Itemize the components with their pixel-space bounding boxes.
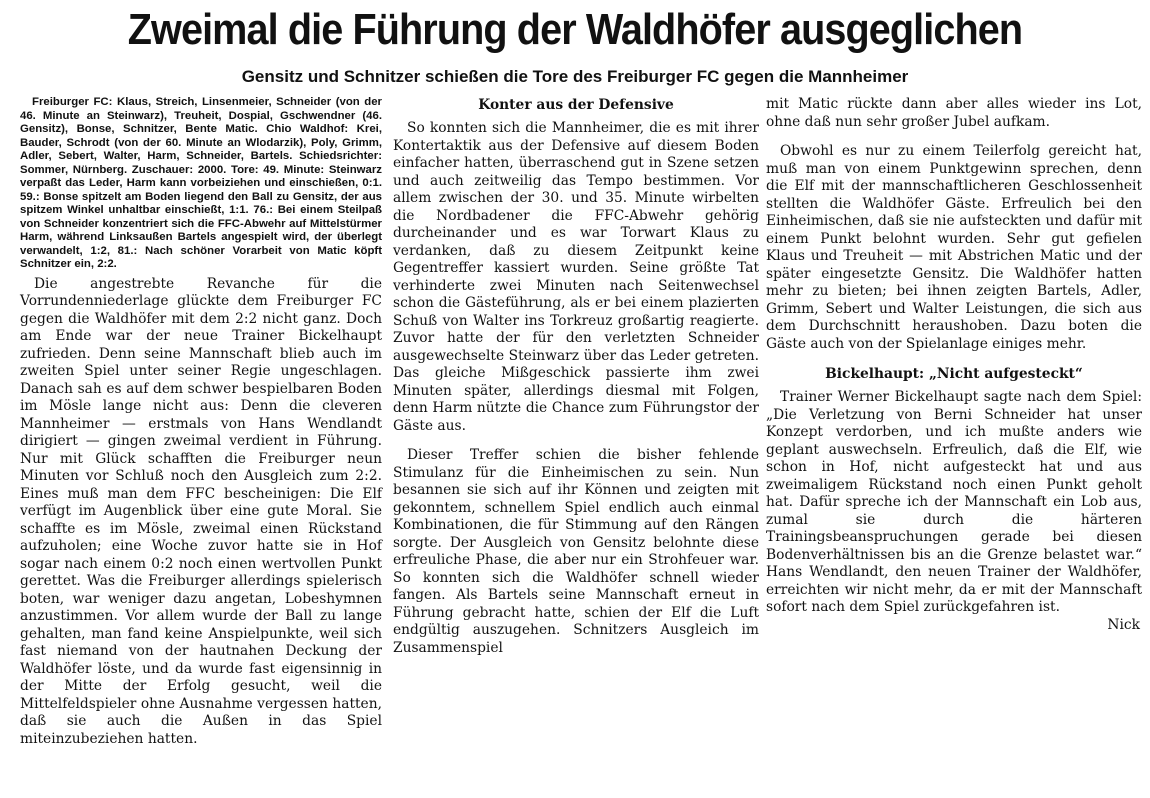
paragraph: So konnten sich die Mannheimer, die es mit ihrer Kontertaktik aus der Defensive auf diesem Boden einfacher hatten, überraschend gut in Szene setzen und auch zeitweilig das Tempo bestimmen. Vor allem zwischen der 30. und 35. Minute wirbelten die Nordbadener die FFC-Abwehr gehörig durcheinander und es war Torwart Klaus zu verdanken, daß zu diesem Zeitpunkt keine Gegentreffer kassiert wurden. Seine größte Tat verhinderte zwei Minuten nach Seitenwechsel schon die Gästeführung, als er bei einem plazierten Schuß von Walter ins Torkreuz großartig reagierte. Zuvor hatte der für den verletzten Schneider ausgewechselte Steinwarz über das Leder getreten. Das gleiche Mißgeschick passierte ihm zwei Minuten später, allerdings diesmal mit Folgen, denn Harm nützte die Chance zum Führungstor der Gäste aus. bbox=[393, 120, 759, 434]
column-2 bbox=[393, 96, 759, 657]
paragraph: Obwohl es nur zu einem Teilerfolg gereicht hat, muß man von einem Punktgewinn sprechen, denn die Elf mit der mannschaftlicheren Geschlossenheit stellten die Waldhöfer Gäste. Erfreulich bei den Einheimischen, daß sie nie aufsteckten und dafür mit einem Punkt belohnt wurden. Sehr gut gefielen Klaus und Treuheit — mit Abstrichen Matic und der später eingesetzte Gensitz. Die Waldhöfer hatten mehr zu bieten; bei ihnen zeigten Bartels, Adler, Grimm, Sebert und Walter Leistungen, die sich aus dem Durchschnitt heraushoben. Dazu boten die Gäste auch von der Spielanlage einiges mehr. bbox=[766, 143, 1142, 352]
headline: Zweimal die Führung der Waldhöfer ausgeglichen bbox=[127, 5, 1023, 54]
column-3 bbox=[766, 96, 1142, 634]
paragraph: Die angestrebte Revanche für die Vorrundenniederlage glückte dem Freiburger FC gegen die Waldhöfer mit dem 2:2 nicht ganz. Doch am Ende war der neue Trainer Bickelhaupt zufrieden. Denn seine Mannschaft blieb auch im zweiten Spiel unter seiner Regie ungeschlagen. Danach sah es auf dem schwer bespielbaren Boden im Mösle lange nicht aus: Denn die cleveren Mannheimer — erstmals von Hans Wendlandt dirigiert — gingen zweimal verdient in Führung. Nur mit Glück schafften die Freiburger neun Minuten vor Schluß noch den Ausgleich zum 2:2. Eines muß man dem FFC bescheinigen: Die Elf verfügt im Augenblick über eine gute Moral. Sie schaffte es im Mösle, zweimal einen Rückstand aufzuholen; eine Woche zuvor hatte sie in Hof sogar nach einem 0:2 noch einen wertvollen Punkt gerettet. Was die Freiburger allerdings spielerisch boten, war weniger dazu angetan, Lobeshymnen anzustimmen. Vor allem wurde der Ball zu lange gehalten, man fand keine Anspielpunkte, weil sich fast niemand von der hautnahen Deckung der Waldhöfer löste, und da wurde fast eigensinnig in der Mitte der Erfolg gesucht, weil die Mittelfeldspieler ohne Ausnahme vergessen hatten, daß sie auch die Außen in das Spiel miteinzubeziehen hatten. bbox=[20, 275, 382, 747]
paragraph: mit Matic rückte dann aber alles wieder ins Lot, ohne daß nun sehr großer Jubel aufkam. bbox=[766, 96, 1142, 130]
column-1 bbox=[20, 96, 382, 748]
section-title: Konter aus der Defensive bbox=[478, 97, 674, 113]
section-title: Bickelhaupt: „Nicht aufgesteckt“ bbox=[825, 366, 1083, 382]
author-signature: Nick bbox=[1107, 616, 1140, 633]
lineup-block: Freiburger FC: Klaus, Streich, Linsenmeier, Schneider (von der 46. Minute an Steinwarz), Treuheit, Dospial, Gschwendner (46. Gensitz), Bonse, Schnitzer, Bente Matic. Chio Waldhof: Krei, Bauder, Schrodt (von der 60. Minute an Wlodarzik), Poly, Grimm, Adler, Sebert, Walter, Harm, Schneider, Bartels. Schiedsrichter: Sommer, Nürnberg. Zuschauer: 2000. Tore: 49. Minute: Steinwarz verpaßt das Leder, Harm kann vorbeiziehen und einschießen, 0:1. 59.: Bonse spitzelt am Boden liegend den Ball zu Gensitz, der aus spitzem Winkel unhaltbar einschießt, 1:1. 76.: Bei einem Steilpaß von Schneider konzentriert sich die FFC-Abwehr auf Mittelstürmer Harm, während Linksaußen Bartels angespielt wird, der überlegt verwandelt, 1:2, 81.: Nach schöner Vorarbeit von Matic köpft Schnitzer ein, 2:2. bbox=[20, 96, 382, 270]
subheadline: Gensitz und Schnitzer schießen die Tore des Freiburger FC gegen die Mannheimer bbox=[241, 67, 909, 86]
paragraph: Trainer Werner Bickelhaupt sagte nach dem Spiel: „Die Verletzung von Berni Schneider hat unser Konzept verdorben, und ich mußte anders wie geplant auswechseln. Erfreulich, daß die Elf, wie schon in Hof, nicht aufgesteckt hat und aus zweimaligem Rückstand noch einen Punkt geholt hat. Dafür spreche ich der Mannschaft ein Lob aus, zumal sie durch die härteren Trainingsbeanspruchungen gerade bei diesen Bodenverhältnissen bis an die Grenze belastet war.“ Hans Wendlandt, den neuen Trainer der Waldhöfer, erreichten wir nicht mehr, da er mit der Mannschaft sofort nach dem Spiel zurückgefahren ist. bbox=[766, 389, 1142, 615]
paragraph: Dieser Treffer schien die bisher fehlende Stimulanz für die Einheimischen zu sein. Nun besannen sie sich auf ihr Können und zeigten mit gekonntem, schnellem Spiel endlich auch einmal Kombinationen, die für Stimmung auf den Rängen sorgte. Der Ausgleich von Gensitz belohnte diese erfreuliche Phase, die aber nur ein Strohfeuer war. So konnten sich die Waldhöfer schnell wieder fangen. Als Bartels seine Mannschaft erneut in Führung gebracht hatte, schien der Elf die Luft endgültig auszugehen. Schnitzers Ausgleich im Zusammenspiel bbox=[393, 447, 759, 656]
